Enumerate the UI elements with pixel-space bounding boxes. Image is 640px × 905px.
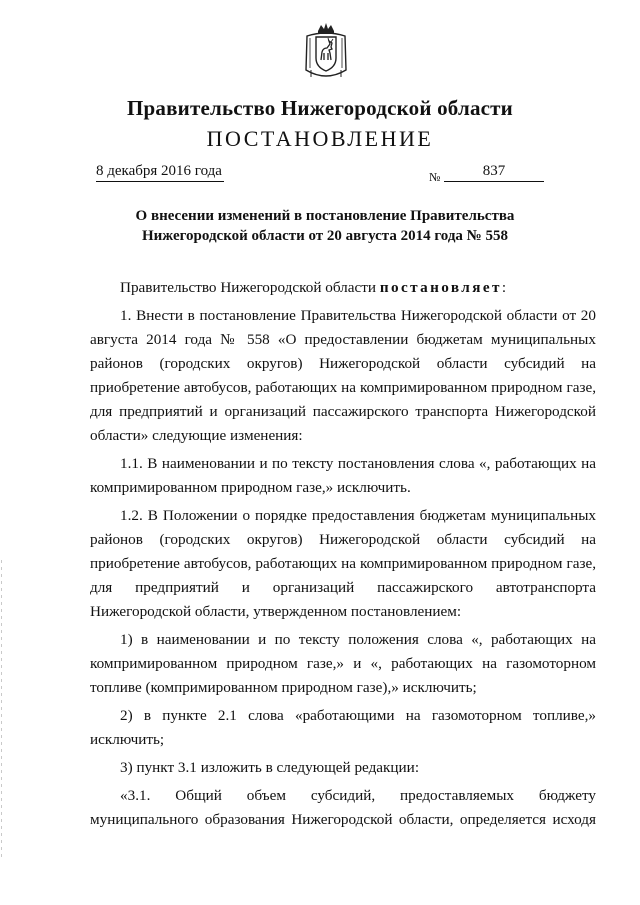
paragraph-1: 1. Внести в постановление Правительства Нижегородской области от 20 августа 2014 года № 558 «О предоставлении бюджетам муниципальных районов (городских округов) Нижегородской области субсидий на приобретение автобусов, работающих на компримированном природном газе, для предприятий и организаций пассажирского транспорта Нижегородской области» следующие изменения:	[90, 307, 596, 444]
paragraph-1-1: 1.1. В наименовании и по тексту постановления слова «, работающих на компримированном природном газе,» исключить.	[90, 455, 596, 496]
number-label: №	[429, 170, 441, 184]
quote-3-1: «3.1. Общий объем субсидий, предоставляемых бюджету муниципального образования Нижегородской области, определяется исходя	[90, 787, 596, 828]
document-number: 837	[444, 163, 544, 182]
intro-verb: постановляет	[379, 279, 502, 296]
document-subject	[60, 206, 590, 246]
item-3: 3) пункт 3.1 изложить в следующей редакции:	[120, 759, 420, 776]
government-title: Правительство Нижегородской области	[127, 96, 513, 120]
paragraph-1-2: 1.2. В Положении о порядке предоставления бюджетам муниципальных районов (городских округов) Нижегородской области субсидий на приобретение автобусов, работающих на компримированном природном газе, для предприятий и организаций пассажирского автотранспорта Нижегородской области, утвержденном постановлением:	[90, 507, 596, 620]
intro-paragraph	[90, 276, 596, 300]
intro-text: Правительство Нижегородской области	[120, 279, 380, 296]
document-body	[90, 276, 596, 832]
item-1: 1) в наименовании и по тексту положения слова «, работающих на компримированном природном газе,» и «, работающих на газомоторном топливе (компримированном природном газе),» исключить;	[90, 631, 596, 696]
document-date: 8 декабря 2016 года	[96, 163, 224, 182]
coat-of-arms-icon	[303, 22, 349, 82]
subject-line-1: О внесении изменений в постановление Правительства	[135, 208, 515, 224]
document-type: ПОСТАНОВЛЕНИЕ	[206, 126, 434, 151]
intro-end: :	[501, 279, 507, 296]
subject-line-2: Нижегородской области от 20 августа 2014 года № 558	[141, 228, 509, 244]
scan-edge-mark	[1, 560, 2, 860]
item-2: 2) в пункте 2.1 слова «работающими на газомоторном топливе,» исключить;	[90, 707, 596, 748]
